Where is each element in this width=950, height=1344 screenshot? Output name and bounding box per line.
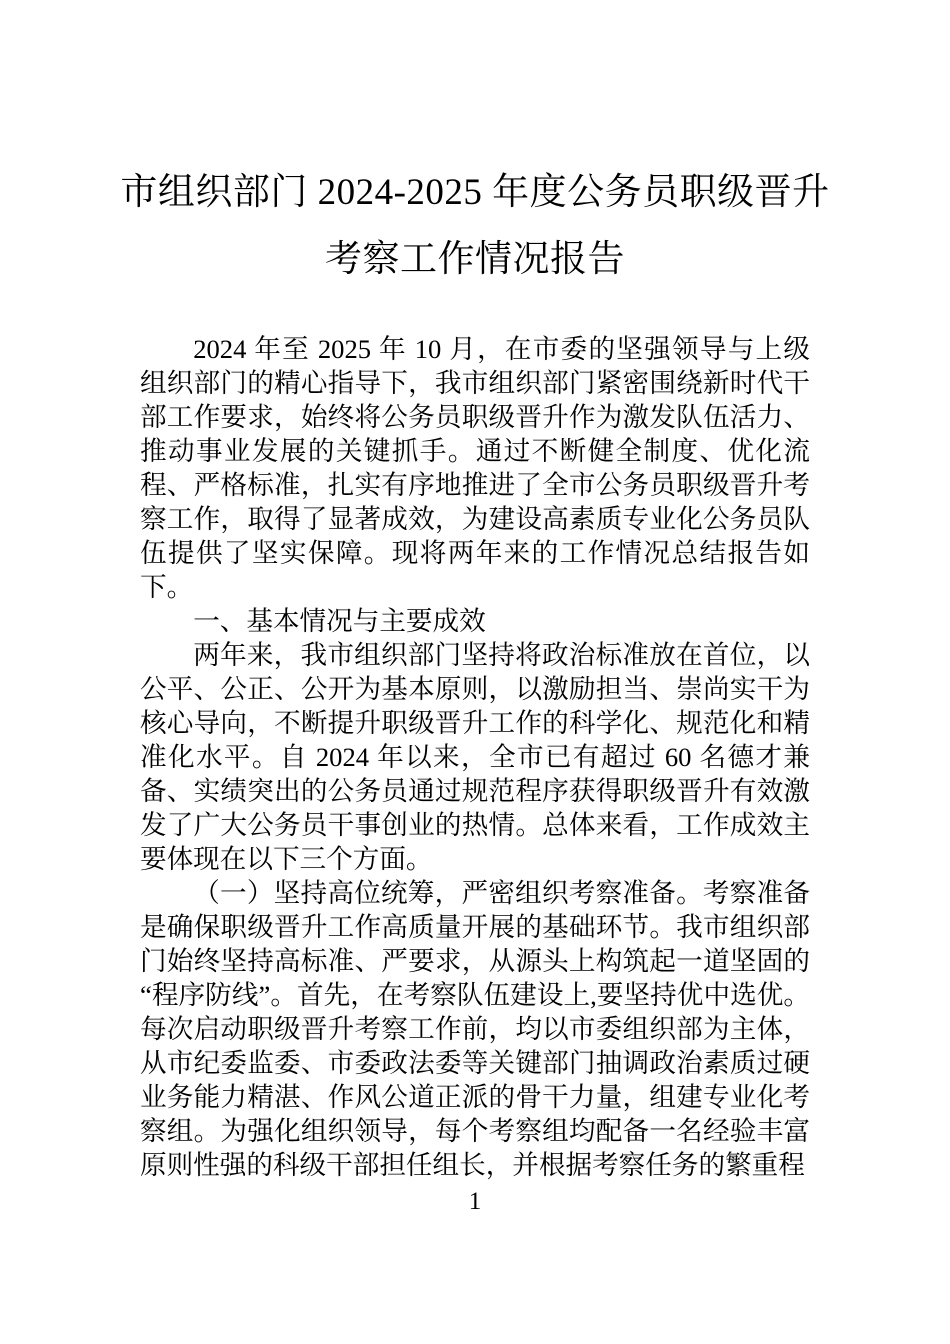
document-title-line-1: 市组织部门 2024-2025 年度公务员职级晋升 xyxy=(120,172,830,213)
document-title xyxy=(0,0,950,293)
paragraph-subsection-1: （一）坚持高位统筹，严密组织考察准备。考察准备是确保职级晋升工作高质量开展的基础环节。我市组织部门始终坚持高标准、严要求，从源头上构筑起一道坚固的“程序防线”。首先，在考察队伍建设上,要坚持优中选优。每次启动职级晋升考察工作前，均以市委组织部为主体，从市纪委监委、市委政法委等关键部门抽调政治素质过硬业务能力精湛、作风公道正派的骨干力量，组建专业化考察组。为强化组织领导，每个考察组均配备一名经验丰富原则性强的科级干部担任组长，并根据考察任务的繁重程 xyxy=(140,878,810,1180)
document-title-line-2: 考察工作情况报告 xyxy=(325,239,625,280)
document-body xyxy=(140,332,810,1180)
paragraph-intro: 2024 年至 2025 年 10 月，在市委的坚强领导与上级组织部门的精心指导下，我市组织部门紧密围绕新时代干部工作要求，始终将公务员职级晋升作为激发队伍活力、推动事业发展的关键抓手。通过不断健全制度、优化流程、严格标准，扎实有序地推进了全市公务员职级晋升考察工作，取得了显著成效，为建设高素质专业化公务员队伍提供了坚实保障。现将两年来的工作情况总结报告如下。 xyxy=(140,334,810,602)
page-number: 1 xyxy=(468,1188,482,1215)
section-heading-1: 一、基本情况与主要成效 xyxy=(193,606,486,636)
paragraph-overview: 两年来，我市组织部门坚持将政治标准放在首位，以公平、公正、公开为基本原则，以激励担当、崇尚实干为核心导向，不断提升职级晋升工作的科学化、规范化和精准化水平。自 2024 年以来，全市已有超过 60 名德才兼备、实绩突出的公务员通过规范程序获得职级晋升有效激发了广大公务员干事创业的热情。总体来看，工作成效主要体现在以下三个方面。 xyxy=(140,640,810,874)
